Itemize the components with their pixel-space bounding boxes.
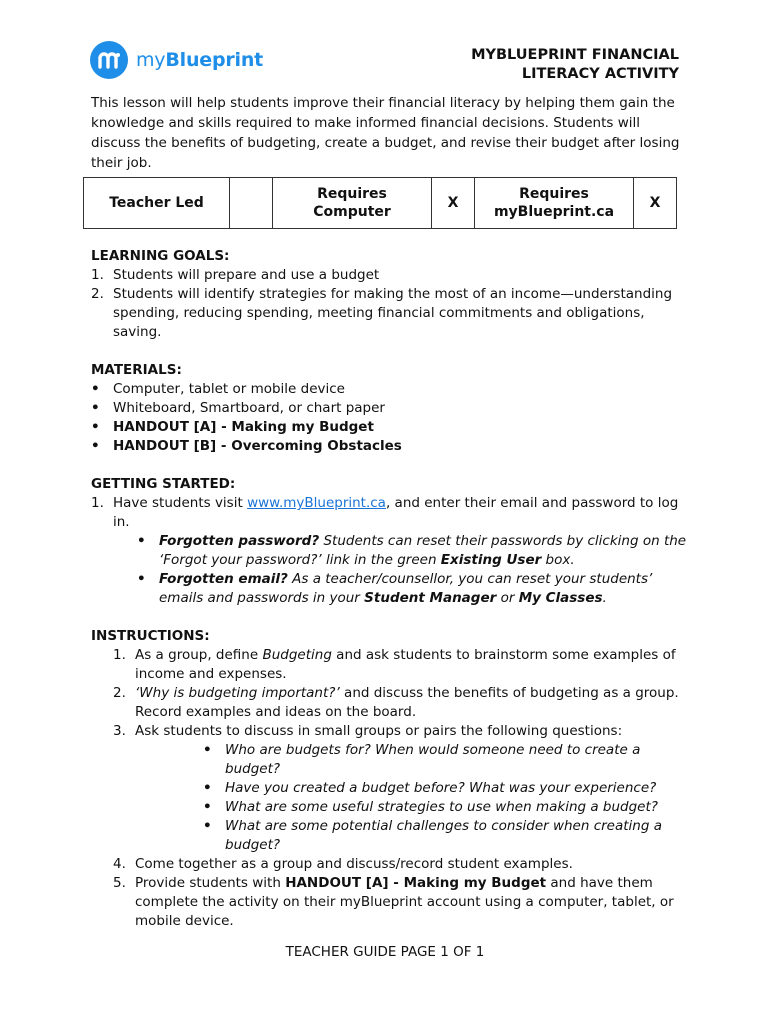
requires-myblueprint-label	[475, 178, 634, 229]
instruction-3-text: Ask students to discuss in small groups or pairs the following questions:	[135, 723, 623, 739]
list-item	[91, 266, 691, 285]
instruction-1-b: and ask students to brainstorm some examples of income and expenses.	[135, 647, 676, 682]
forgotten-email-mid: or	[496, 590, 519, 606]
list-item-text: Students will identify strategies for making the most of an income—understanding spending, reducing spending, meeting financial commitments and obligations, saving.	[113, 286, 673, 340]
requires-computer-label	[273, 178, 432, 229]
bullet-icon: •	[203, 818, 212, 834]
list-item	[203, 779, 681, 798]
list-number: 3.	[113, 723, 126, 739]
my-classes-label: My Classes	[518, 590, 603, 606]
getting-started-list	[91, 494, 691, 608]
blueprint-logo-icon	[90, 41, 128, 79]
bullet-icon: •	[91, 438, 100, 454]
list-number: 2.	[113, 685, 126, 701]
brand-name-suffix: Blueprint	[165, 49, 264, 71]
list-item	[203, 798, 681, 817]
instruction-1-a: As a group, define	[135, 647, 263, 663]
bullet-icon: •	[91, 400, 100, 416]
document-title	[419, 46, 679, 84]
list-item	[113, 722, 681, 855]
teacher-led-label: Teacher Led	[84, 178, 230, 229]
list-number: 1.	[113, 647, 126, 663]
question-text: Who are budgets for? When would someone need to create a budget?	[225, 742, 641, 777]
list-number: 4.	[113, 856, 126, 872]
learning-goals-heading: LEARNING GOALS:	[91, 248, 230, 264]
list-number: 1.	[91, 495, 104, 511]
list-item-text: Students will prepare and use a budget	[113, 267, 380, 283]
forgotten-email-label: Forgotten email?	[159, 571, 288, 587]
instruction-5-a: Provide students with	[135, 875, 286, 891]
document-title-line2: LITERACY ACTIVITY	[521, 66, 679, 82]
list-item	[137, 570, 691, 608]
list-item	[113, 684, 681, 722]
list-item-text: Whiteboard, Smartboard, or chart paper	[113, 400, 385, 416]
instruction-2-question: ‘Why is budgeting important?’	[135, 685, 340, 701]
learning-goals-list	[91, 266, 691, 342]
list-item	[113, 646, 681, 684]
requires-computer-line1: Requires	[317, 186, 387, 202]
question-text: Have you created a budget before? What was your experience?	[225, 780, 657, 796]
budgeting-term: Budgeting	[262, 647, 332, 663]
instructions-list	[113, 646, 681, 931]
teacher-led-mark	[230, 178, 273, 229]
list-item	[91, 494, 691, 608]
brand-name	[136, 49, 263, 71]
intro-paragraph: This lesson will help students improve their financial literacy by helping them gain the knowledge and skills required to make informed financial decisions. Students will discuss the benefits of budgeting, create a budget, and revise their budget after losing their job.	[91, 95, 680, 171]
forgotten-email-end: .	[602, 590, 607, 606]
requires-myblueprint-mark: X	[634, 178, 677, 229]
list-item	[113, 855, 681, 874]
list-item	[91, 380, 691, 399]
getting-started-heading: GETTING STARTED:	[91, 476, 236, 492]
list-item-text: HANDOUT [B] - Overcoming Obstacles	[113, 438, 402, 454]
learning-goals-section	[91, 247, 691, 342]
brand-logo	[90, 40, 263, 80]
document-title-line1: MYBLUEPRINT FINANCIAL	[471, 47, 679, 63]
bullet-icon: •	[203, 799, 212, 815]
list-item	[91, 285, 691, 342]
list-item-text: HANDOUT [A] - Making my Budget	[113, 419, 374, 435]
materials-heading: MATERIALS:	[91, 362, 182, 378]
discussion-questions-list	[203, 741, 681, 855]
visit-text-a: Have students visit	[113, 495, 248, 511]
requirements-table	[83, 177, 677, 229]
list-item	[91, 399, 691, 418]
student-manager-label: Student Manager	[364, 590, 497, 606]
forgotten-password-text-a: Students can reset their passwords by clicking on the ‘Forgot your password?’ link in the green	[159, 533, 687, 568]
list-item	[137, 532, 691, 570]
question-text: What are some potential challenges to consider when creating a budget?	[225, 818, 662, 853]
page-footer: TEACHER GUIDE PAGE 1 OF 1	[285, 944, 485, 960]
brand-name-prefix: my	[136, 49, 166, 71]
requires-myblueprint-line2: myBlueprint.ca	[493, 204, 615, 220]
list-item	[203, 741, 681, 779]
visit-text-b: , and enter their email and password to log in.	[113, 495, 679, 530]
bullet-icon: •	[137, 533, 146, 549]
bullet-icon: •	[203, 780, 212, 796]
existing-user-label: Existing User	[440, 552, 542, 568]
forgotten-password-label: Forgotten password?	[159, 533, 320, 549]
list-item	[91, 437, 691, 456]
list-item	[91, 418, 691, 437]
handout-a-reference: HANDOUT [A] - Making my Budget	[285, 875, 547, 891]
bullet-icon: •	[137, 571, 146, 587]
bullet-icon: •	[203, 742, 212, 758]
question-text: What are some useful strategies to use when making a budget?	[225, 799, 658, 815]
forgotten-password-text-b: box.	[541, 552, 575, 568]
bullet-icon: •	[91, 381, 100, 397]
instruction-2-b: and discuss the benefits of budgeting as a group. Record examples and ideas on the board.	[135, 685, 679, 720]
login-help-list	[137, 532, 691, 608]
requires-myblueprint-line1: Requires	[519, 186, 589, 202]
list-item	[203, 817, 681, 855]
forgotten-email-text-a: As a teacher/counsellor, you can reset your students’ emails and passwords in your	[159, 571, 653, 606]
myblueprint-link[interactable]: www.myBlueprint.ca	[247, 495, 386, 511]
instructions-section	[91, 627, 681, 931]
getting-started-section	[91, 475, 691, 608]
list-item	[113, 874, 681, 931]
instructions-heading: INSTRUCTIONS:	[91, 628, 210, 644]
bullet-icon: •	[91, 419, 100, 435]
instruction-4-text: Come together as a group and discuss/record student examples.	[135, 856, 573, 872]
requires-computer-line2: Computer	[313, 204, 391, 220]
materials-section	[91, 361, 691, 456]
requires-computer-mark: X	[432, 178, 475, 229]
requirements-row	[84, 178, 677, 229]
list-number: 5.	[113, 875, 126, 891]
list-item-text: Computer, tablet or mobile device	[113, 381, 345, 397]
list-number: 2.	[91, 286, 104, 302]
list-number: 1.	[91, 267, 104, 283]
materials-list	[91, 380, 691, 456]
instruction-5-b: and have them complete the activity on their myBlueprint account using a computer, tablet, or mobile device.	[135, 875, 674, 929]
